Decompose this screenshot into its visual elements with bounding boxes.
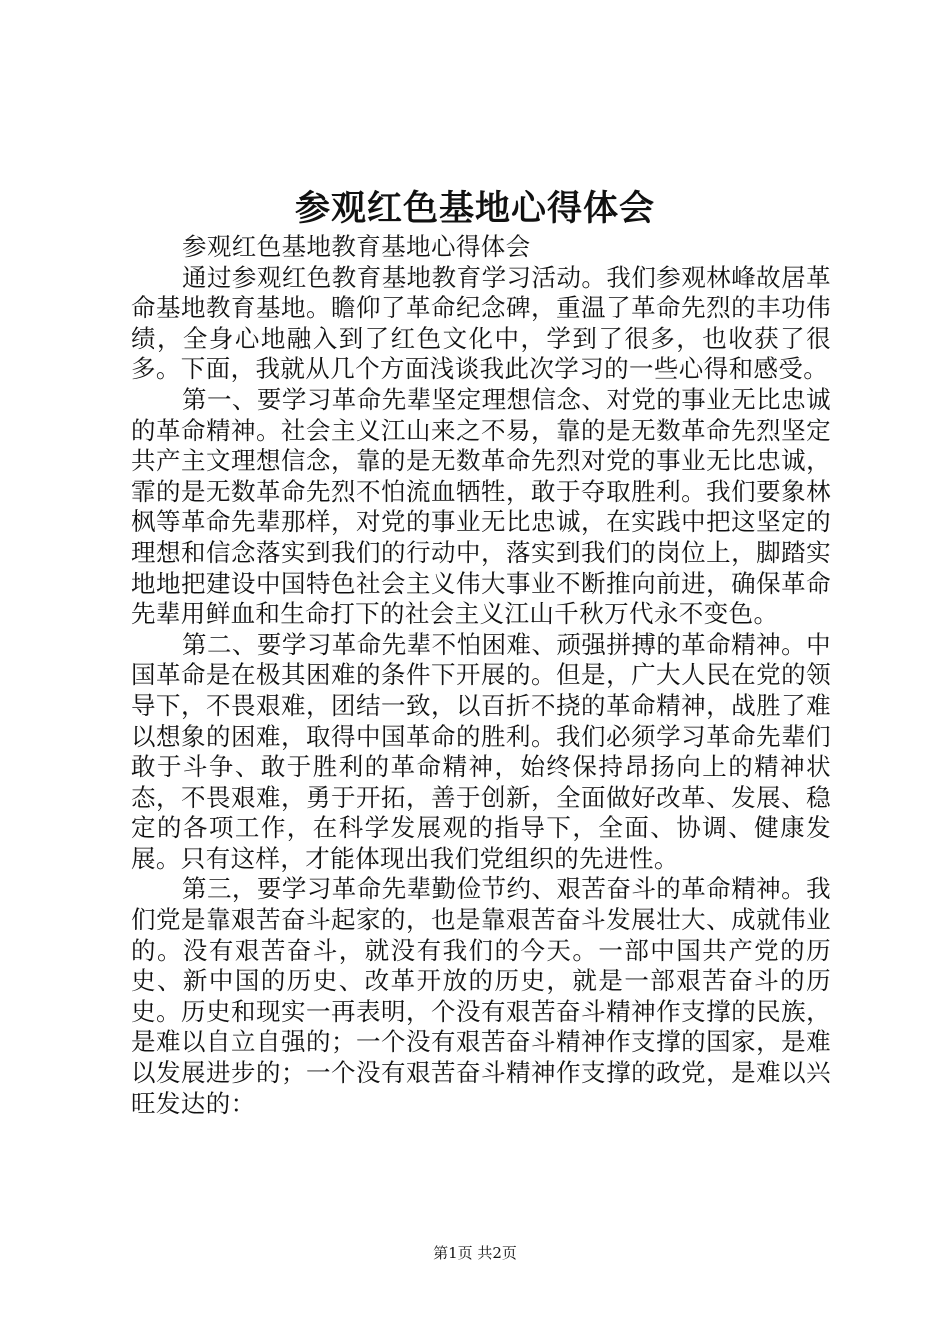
paragraph-point-three: 第三，要学习革命先辈勤俭节约、艰苦奋斗的革命精神。我们党是靠艰苦奋斗起家的，也是靠艰苦奋斗发展壮大、成就伟业的。没有艰苦奋斗，就没有我们的今天。一部中国共产党的历史、新中国的历史、改革开放的历史，就是一部艰苦奋斗的历史。历史和现实一再表明，个没有艰苦奋斗精神作支撑的民族，是难以自立自强的；一个没有艰苦奋斗精神作支撑的国家，是难以发展进步的；一个没有艰苦奋斗精神作支撑的政党，是难以兴旺发达的： [131, 874, 831, 1118]
page-number-footer: 第1页 共2页 [433, 1244, 517, 1262]
document-body [131, 232, 831, 1119]
paragraph-point-one: 第一、要学习革命先辈坚定理想信念、对党的事业无比忠诚的革命精神。社会主义江山来之不易，靠的是无数革命先烈坚定共产主文理想信念，靠的是无数革命先烈对党的事业无比忠诚，霏的是无数革命先烈不怕流血牺牲，敢于夺取胜利。我们要象林枫等革命先辈那样，对党的事业无比忠诚，在实践中把这坚定的理想和信念落实到我们的行动中，落实到我们的岗位上，脚踏实地地把建设中国特色社会主义伟大事业不断推向前进，确保革命先辈用鲜血和生命打下的社会主义江山千秋万代永不变色。 [131, 384, 831, 629]
document-title: 参观红色基地心得体会 [294, 188, 655, 229]
paragraph-point-two: 第二、要学习革命先辈不怕困难、顽强拼搏的革命精神。中国革命是在极其困难的条件下开展的。但是，广大人民在党的领导下，不畏艰难，团结一致，以百折不挠的革命精神，战胜了难以想象的困难，取得中国革命的胜利。我们必须学习革命先辈们敢于斗争、敢于胜利的革命精神，始终保持昂扬向上的精神状态，不畏艰难，勇于开拓，善于创新，全面做好改革、发展、稳定的各项工作，在科学发展观的指导下，全面、协调、健康发展。只有这样，才能体现出我们党组织的先进性。 [131, 629, 831, 873]
paragraph-subtitle: 参观红色基地教育基地心得体会 [182, 232, 531, 261]
paragraph-intro: 通过参观红色教育基地教育学习活动。我们参观林峰故居革命基地教育基地。瞻仰了革命纪念碑，重温了革命先烈的丰功伟绩，全身心地融入到了红色文化中，学到了很多，也收获了很多。下面，我就从几个方面浅谈我此次学习的一些心得和感受。 [131, 262, 831, 384]
